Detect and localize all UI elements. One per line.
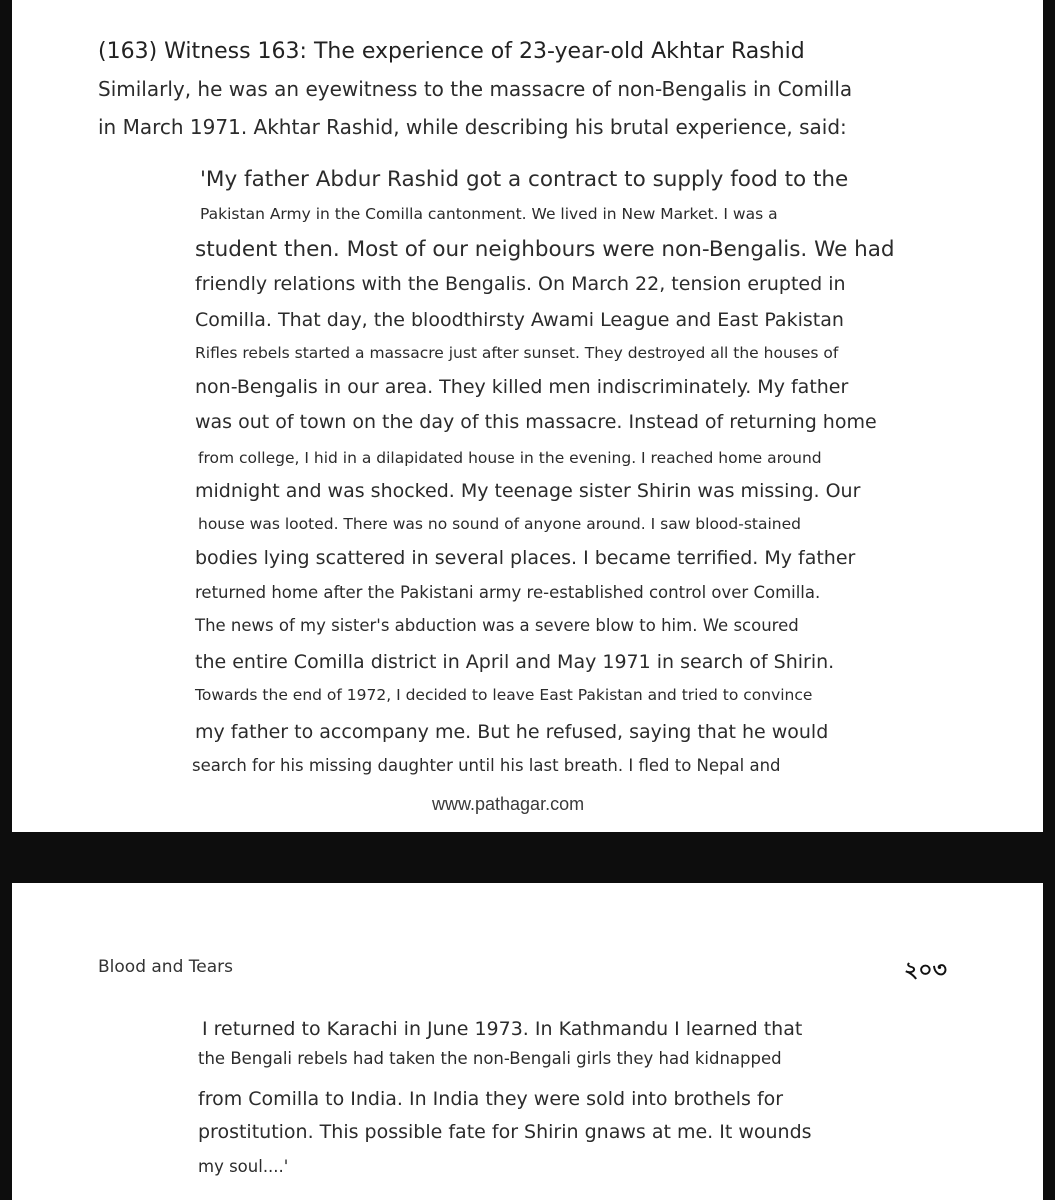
document-page-bottom [12,883,1043,1200]
quote-line: was out of town on the day of this massacre. Instead of returning home [195,411,877,433]
quote-line: friendly relations with the Bengalis. On March 22, tension erupted in [195,273,846,295]
witness-heading: (163) Witness 163: The experience of 23-year-old Akhtar Rashid [98,39,805,64]
running-head: Blood and Tears [98,957,233,977]
intro-line-2: in March 1971. Akhtar Rashid, while describing his brutal experience, said: [98,115,847,139]
quote-line: from Comilla to India. In India they were sold into brothels for [198,1088,784,1110]
quote-line: Towards the end of 1972, I decided to leave East Pakistan and tried to convince [195,686,813,704]
quote-line: search for his missing daughter until his last breath. I fled to Nepal and [192,756,781,775]
quote-line: returned home after the Pakistani army re-established control over Comilla. [195,583,821,602]
quote-line: the Bengali rebels had taken the non-Bengali girls they had kidnapped [198,1049,782,1068]
quote-line: the entire Comilla district in April and May 1971 in search of Shirin. [195,651,835,673]
quote-line: my father to accompany me. But he refused, saying that he would [195,721,829,743]
quote-line: non-Bengalis in our area. They killed men indiscriminately. My father [195,376,849,398]
quote-line: The news of my sister's abduction was a severe blow to him. We scoured [195,616,799,635]
quote-line: 'My father Abdur Rashid got a contract to supply food to the [200,167,849,192]
quote-line: I returned to Karachi in June 1973. In Kathmandu I learned that [202,1018,803,1040]
quote-line: prostitution. This possible fate for Shirin gnaws at me. It wounds [198,1121,812,1143]
quote-line: bodies lying scattered in several places. I became terrified. My father [195,547,856,569]
quote-line: house was looted. There was no sound of anyone around. I saw blood-stained [198,515,801,533]
quote-line: Comilla. That day, the bloodthirsty Awami League and East Pakistan [195,309,844,331]
watermark-url: www.pathagar.com [432,794,585,814]
quote-line: from college, I hid in a dilapidated house in the evening. I reached home around [198,449,822,467]
quote-line: Pakistan Army in the Comilla cantonment. We lived in New Market. I was a [200,205,778,223]
quote-line: midnight and was shocked. My teenage sister Shirin was missing. Our [195,480,861,502]
quote-line: Rifles rebels started a massacre just after sunset. They destroyed all the houses of [195,344,839,362]
quote-line: student then. Most of our neighbours were non-Bengalis. We had [195,237,895,262]
document-page-top [12,0,1043,832]
quote-line: my soul....' [198,1157,289,1176]
intro-line-1: Similarly, he was an eyewitness to the massacre of non-Bengalis in Comilla [98,77,853,101]
page-number: ২০৩ [904,957,947,983]
